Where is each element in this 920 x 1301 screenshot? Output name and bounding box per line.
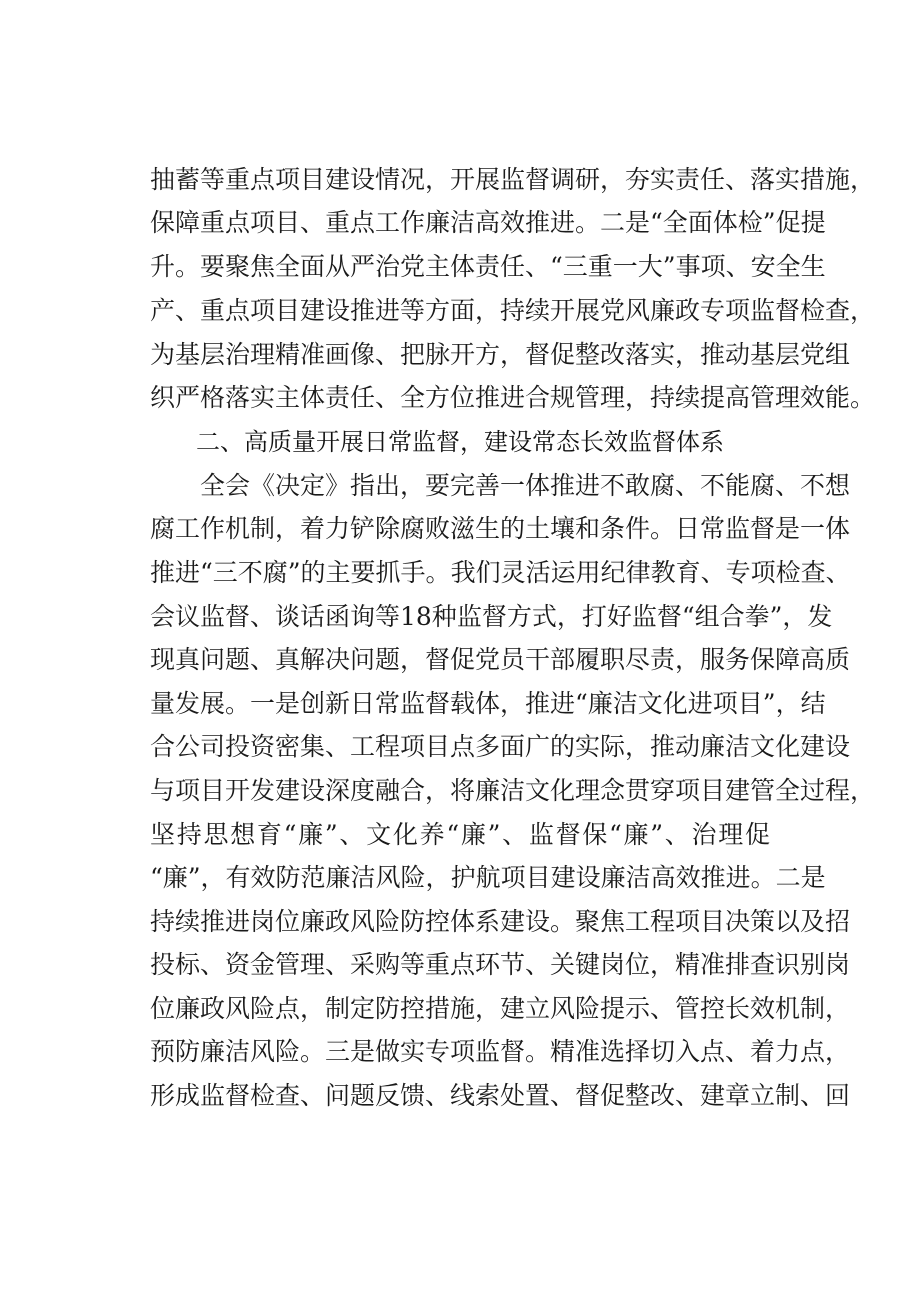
text-line: 预防廉洁风险。三是做实专项监督。精准选择切入点、着力点， bbox=[150, 1037, 851, 1066]
text-line: 位廉政风险点，制定防控措施，建立风险提示、管控长效机制， bbox=[150, 994, 851, 1023]
section-heading: 二、高质量开展日常监督，建设常态长效监督体系 bbox=[196, 428, 724, 456]
text-line: 与项目开发建设深度融合，将廉洁文化理念贯穿项目建管全过程， bbox=[150, 776, 876, 805]
text-line: 产、重点项目建设推进等方面，持续开展党风廉政专项监督检查， bbox=[150, 296, 876, 325]
text-line: 腐工作机制，着力铲除腐败滋生的土壤和条件。日常监督是一体 bbox=[150, 514, 851, 543]
text-line: “廉”，有效防范廉洁风险，护航项目建设廉洁高效推进。二是 bbox=[150, 863, 826, 892]
text-line: 织严格落实主体责任、全方位推进合规管理，持续提高管理效能。 bbox=[150, 383, 876, 412]
text-line: 形成监督检查、问题反馈、线索处置、督促整改、建章立制、回 bbox=[150, 1081, 851, 1110]
text-line: 持续推进岗位廉政风险防控体系建设。聚焦工程项目决策以及招 bbox=[150, 907, 851, 936]
text-line: 现真问题、真解决问题，督促党员干部履职尽责，服务保障高质 bbox=[150, 645, 851, 674]
text-line: 推进“三不腐”的主要抓手。我们灵活运用纪律教育、专项检查、 bbox=[150, 558, 851, 587]
text-line: 量发展。一是创新日常监督载体，推进“廉洁文化进项目”，结 bbox=[150, 689, 826, 718]
text-line: 投标、资金管理、采购等重点环节、关键岗位，精准排查识别岗 bbox=[150, 950, 851, 979]
text-line: 为基层治理精准画像、把脉开方，督促整改落实，推动基层党组 bbox=[150, 340, 851, 369]
text-line: 升。要聚焦全面从严治党主体责任、“三重一大”事项、安全生 bbox=[150, 252, 826, 281]
text-line: 保障重点项目、重点工作廉洁高效推进。二是“全面体检”促提 bbox=[150, 208, 826, 237]
text-line: 坚持思想育“廉”、文化养“廉”、监督保“廉”、治理促 bbox=[150, 820, 770, 849]
text-line: 全会《决定》指出，要完善一体推进不敢腐、不能腐、不想 bbox=[200, 471, 851, 500]
text-line: 合公司投资密集、工程项目点多面广的实际，推动廉洁文化建设 bbox=[150, 732, 851, 761]
text-line: 会议监督、谈话函询等18种监督方式，打好监督“组合拳”，发 bbox=[150, 602, 833, 631]
text-line: 抽蓄等重点项目建设情况，开展监督调研，夯实责任、落实措施， bbox=[150, 165, 876, 194]
